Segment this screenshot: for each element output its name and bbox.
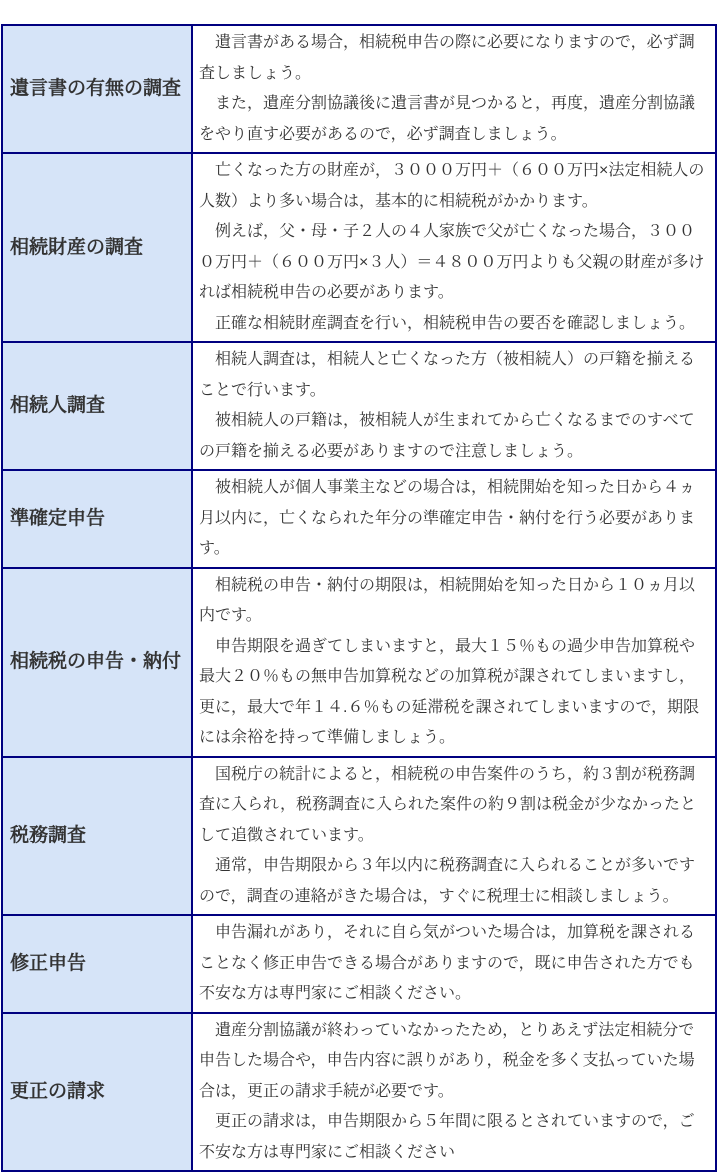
row-paragraph: 国税庁の統計によると，相続税の申告案件のうち，約３割が税務調査に入られ，税務調査に入られた案件の約９割は税金が少なかったとして追徴されています。 xyxy=(199,765,696,844)
row-paragraph: 相続税の申告・納付の期限は，相続開始を知った日から１０ヵ月以内です。 xyxy=(199,576,696,624)
row-paragraph: また，遺産分割協議後に遺言書が見つかると，再度，遺産分割協議をやり直す必要があるので，必ず調査しましょう。 xyxy=(199,95,696,143)
row-header: 修正申告 xyxy=(2,915,192,1013)
table-row-heir-survey xyxy=(2,342,716,470)
row-paragraph: 相続人調査は，相続人と亡くなった方（被相続人）の戸籍を揃えることで行います。 xyxy=(199,351,696,399)
row-content xyxy=(192,1013,716,1172)
row-header: 相続人調査 xyxy=(2,342,192,470)
inheritance-procedure-table xyxy=(1,24,717,1172)
table-row-claim-for-correction xyxy=(2,1013,716,1172)
row-paragraph: 被相続人の戸籍は，被相続人が生まれてから亡くなるまでのすべての戸籍を揃える必要がありますので注意しましょう。 xyxy=(199,412,695,460)
table-row-tax-audit xyxy=(2,757,716,916)
row-paragraph: 遺産分割協議が終わっていなかったため，とりあえず法定相続分で申告した場合や，申告内容に誤りがあり，税金を多く支払っていた場合は，更正の請求手続が必要です。 xyxy=(199,1021,695,1100)
row-content xyxy=(192,470,716,568)
row-content xyxy=(192,568,716,757)
row-paragraph: 通常，申告期限から３年以内に税務調査に入られることが多いですので，調査の連絡がきた場合は，すぐに税理士に相談しましょう。 xyxy=(199,857,696,905)
row-paragraph: 遺言書がある場合，相続税申告の際に必要になりますので，必ず調査しましょう。 xyxy=(199,34,695,82)
table-row-quasi-final-return xyxy=(2,470,716,568)
row-header: 相続税の申告・納付 xyxy=(2,568,192,757)
row-paragraph: 例えば，父・母・子２人の４人家族で父が亡くなった場合，３０００万円＋（６００万円×３人）＝４８００万円よりも父親の財産が多ければ相続税申告の必要があります。 xyxy=(199,223,705,301)
row-content xyxy=(192,915,716,1013)
row-content xyxy=(192,342,716,470)
table-row-amended-return xyxy=(2,915,716,1013)
table-row-estate-survey xyxy=(2,153,716,342)
row-paragraph: 申告期限を過ぎてしまいますと，最大１５％もの過少申告加算税や最大２０％もの無申告加算税などの加算税が課されてしまいますし，更に，最大で年１４.６％もの延滞税を課されてしまいますので，期限には余裕を持って準備しましょう。 xyxy=(199,637,700,746)
row-paragraph: 亡くなった方の財産が，３０００万円＋（６００万円×法定相続人の人数）より多い場合は，基本的に相続税がかかります。 xyxy=(199,162,705,210)
row-content xyxy=(192,25,716,153)
row-header: 更正の請求 xyxy=(2,1013,192,1172)
row-header: 遺言書の有無の調査 xyxy=(2,25,192,153)
row-paragraph: 被相続人が個人事業主などの場合は，相続開始を知った日から４ヵ月以内に，亡くなられた年分の準確定申告・納付を行う必要があります。 xyxy=(199,479,696,557)
row-paragraph: 更正の請求は，申告期限から５年間に限るとされていますので，ご不安な方は専門家にご相談ください xyxy=(199,1113,695,1161)
table-row-tax-filing-payment xyxy=(2,568,716,757)
table-row-will-check xyxy=(2,25,716,153)
row-header: 準確定申告 xyxy=(2,470,192,568)
row-paragraph: 申告漏れがあり，それに自ら気がついた場合は，加算税を課されることなく修正申告できる場合がありますので，既に申告された方でも不安な方は専門家にご相談ください。 xyxy=(199,924,696,1002)
row-header: 相続財産の調査 xyxy=(2,153,192,342)
row-content xyxy=(192,153,716,342)
row-content xyxy=(192,757,716,916)
row-paragraph: 正確な相続財産調査を行い，相続税申告の要否を確認しましょう。 xyxy=(199,314,696,332)
row-header: 税務調査 xyxy=(2,757,192,916)
